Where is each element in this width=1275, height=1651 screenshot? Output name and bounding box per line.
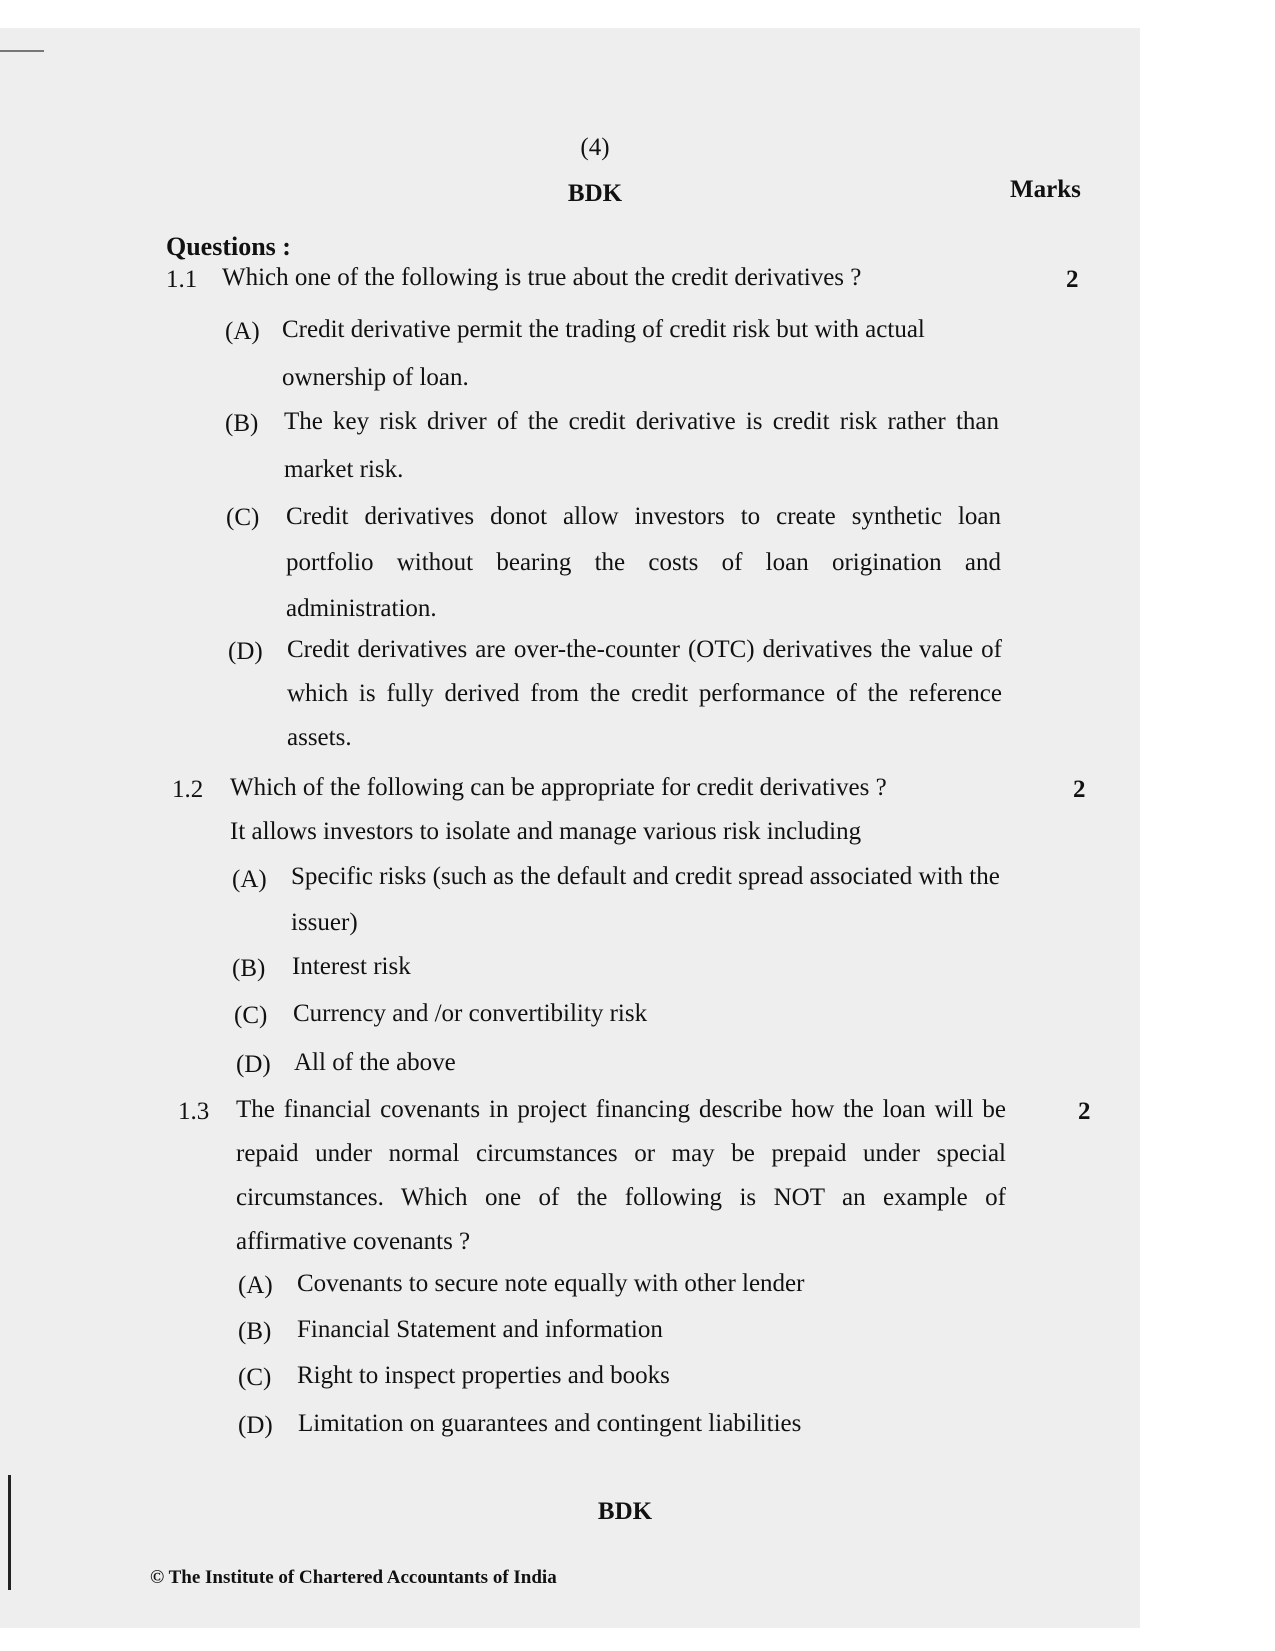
copyright-notice: © The Institute of Chartered Accountants of India xyxy=(150,1567,557,1588)
page-number: (4) xyxy=(580,134,610,161)
question-1-2-marks: 2 xyxy=(1073,776,1086,803)
question-1-3-marks: 2 xyxy=(1078,1098,1091,1125)
q1-1-option-d-text: Credit derivatives are over-the-counter (OTC) derivatives the value of which is fully derived from the credit performance of the reference assets. xyxy=(287,636,1002,751)
question-1-3-text: The financial covenants in project financing describe how the loan will be repaid under normal circumstances or may be prepaid under special circumstances. Which one of the following is NOT an example of affirmative covenants ? xyxy=(236,1096,1006,1255)
q1-2-option-c-label: (C) xyxy=(234,1002,268,1029)
q1-3-option-a-text: Covenants to secure note equally with other lender xyxy=(297,1270,805,1297)
q1-2-option-d-label: (D) xyxy=(236,1051,271,1078)
q1-1-option-b-label: (B) xyxy=(225,410,259,437)
q1-2-option-a-text: Specific risks (such as the default and credit spread associated with the issuer) xyxy=(291,863,1000,936)
question-1-1-number: 1.1 xyxy=(166,266,198,293)
q1-2-option-a-label: (A) xyxy=(232,866,267,893)
question-1-3-number: 1.3 xyxy=(178,1098,210,1125)
question-1-1-marks: 2 xyxy=(1066,266,1079,293)
question-1-2-number: 1.2 xyxy=(172,776,204,803)
q1-3-option-b-text: Financial Statement and information xyxy=(297,1316,663,1343)
q1-3-option-c-text: Right to inspect properties and books xyxy=(297,1362,670,1389)
q1-1-option-b-text: The key risk driver of the credit derivative is credit risk rather than market risk. xyxy=(284,408,999,483)
question-1-1-text: Which one of the following is true about the credit derivatives ? xyxy=(222,264,862,291)
q1-2-option-b-text: Interest risk xyxy=(292,953,411,980)
question-1-2-text: Which of the following can be appropriate for credit derivatives ? xyxy=(230,774,887,801)
q1-3-option-d-text: Limitation on guarantees and contingent liabilities xyxy=(298,1410,802,1437)
q1-1-option-a-text: Credit derivative permit the trading of credit risk but with actual ownership of loan. xyxy=(282,316,925,391)
footer-code: BDK xyxy=(597,1498,653,1525)
q1-2-option-d-text: All of the above xyxy=(294,1049,456,1076)
q1-2-option-c-text: Currency and /or convertibility risk xyxy=(293,1000,648,1027)
margin-line xyxy=(8,1475,11,1590)
q1-1-option-a-label: (A) xyxy=(225,318,260,345)
q1-1-option-c-text: Credit derivatives donot allow investors to create synthetic loan portfolio without bearing the costs of loan origination and administration. xyxy=(286,503,1001,622)
section-title: Questions : xyxy=(166,232,291,261)
q1-3-option-a-label: (A) xyxy=(238,1272,273,1299)
q1-1-option-c-label: (C) xyxy=(226,504,260,531)
scan-edge-mark xyxy=(0,50,44,52)
question-1-2-subtext: It allows investors to isolate and manage various risk including xyxy=(230,818,862,845)
q1-3-option-b-label: (B) xyxy=(238,1318,272,1345)
q1-3-option-d-label: (D) xyxy=(238,1412,273,1439)
marks-heading: Marks xyxy=(1010,176,1081,203)
header-code: BDK xyxy=(567,180,623,207)
q1-2-option-b-label: (B) xyxy=(232,955,266,982)
q1-3-option-c-label: (C) xyxy=(238,1364,272,1391)
q1-1-option-d-label: (D) xyxy=(228,638,263,665)
